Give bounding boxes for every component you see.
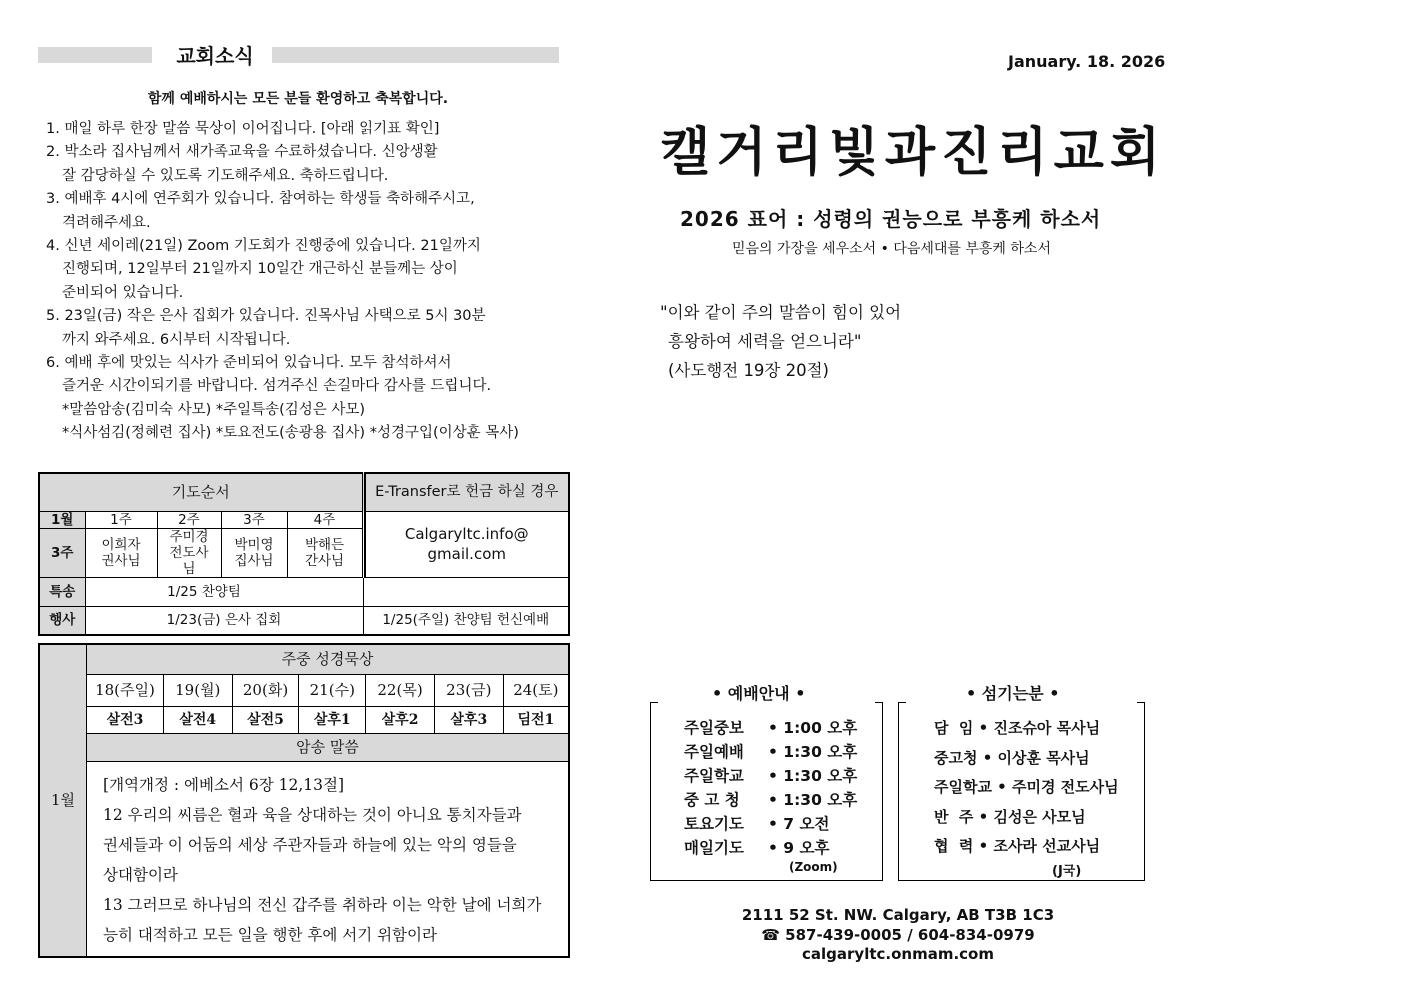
bible-reading: 살후3	[434, 706, 503, 733]
month-cell: 1월	[39, 511, 85, 528]
servant-item: 중고청 • 이상훈 목사님	[934, 748, 1090, 767]
prayer-name-2: 주미경 전도사님	[157, 528, 221, 577]
church-name: 캘거리빛과진리교회	[660, 123, 1167, 183]
news-item-line: 격려해주세요.	[62, 214, 151, 231]
bible-reading: 살후2	[366, 706, 435, 733]
prayer-name-3: 박미영 집사님	[221, 528, 287, 577]
event-label: 행사	[39, 606, 85, 635]
worship-name: 주일학교	[684, 767, 744, 785]
news-item-line: 까지 와주세요. 6시부터 시작됩니다.	[62, 331, 291, 348]
news-item-line: 잘 감당하실 수 있도록 기도해주세요. 축하드립니다.	[62, 167, 389, 184]
bible-day: 24(토)	[503, 674, 569, 706]
worship-name: 중 고 청	[684, 791, 740, 809]
prayer-name-4: 박해든 간사님	[287, 528, 363, 577]
row-label: 3주	[39, 528, 85, 577]
memory-line: 13 그러므로 하나님의 전신 갑주를 취하라 이는 악한 날에 너희가	[103, 895, 542, 914]
worship-time: • 1:30 오후	[768, 791, 858, 809]
verse-reference: (사도행전 19장 20절)	[668, 361, 829, 380]
worship-item	[684, 764, 857, 788]
week-3: 3주	[221, 511, 287, 528]
worship-time: • 9 오후	[768, 839, 830, 857]
news-title: 교회소식	[176, 44, 254, 68]
bible-reading: 살전4	[163, 706, 232, 733]
bible-reading: 살전3	[87, 706, 164, 733]
bible-month: 1월	[39, 644, 87, 957]
week-2: 2주	[157, 511, 221, 528]
worship-name: 주일예배	[684, 743, 744, 761]
worship-title: • 예배안내 •	[706, 681, 811, 704]
worship-time: • 1:00 오후	[768, 719, 858, 737]
year-motto: 2026 표어 : 성령의 권능으로 부흥케 하소서	[680, 207, 1102, 231]
worship-item	[684, 836, 857, 860]
news-item-line: 5. 23일(금) 작은 은사 집회가 있습니다. 진목사님 사택으로 5시 30분	[46, 308, 486, 325]
news-item-line: 4. 신년 세이레(21일) Zoom 기도회가 진행중에 있습니다. 21일까지	[46, 238, 481, 255]
servant-item: 담 임 • 진조슈아 목사님	[934, 719, 1101, 737]
bulletin-date: January. 18. 2026	[1008, 52, 1166, 71]
church-website[interactable]: calgaryltc.onmam.com	[802, 945, 994, 963]
news-item-line: *식사섬김(정혜련 집사) *토요전도(송광용 집사) *성경구입(이상훈 목사)	[62, 425, 519, 442]
servants-title: • 섬기는분 •	[960, 681, 1065, 704]
bible-reading: 살후1	[299, 706, 366, 733]
worship-note: (Zoom)	[789, 860, 838, 874]
special-value: 1/25 찬양팀	[85, 577, 363, 606]
news-item-line: 1. 매일 하루 한장 말씀 묵상이 이어집니다. [아래 읽기표 확인]	[46, 121, 440, 137]
bible-day: 23(금)	[434, 674, 503, 706]
news-item-line: 진행되며, 12일부터 21일까지 10일간 개근하신 분들께는 상이	[62, 261, 458, 278]
worship-time: • 1:30 오후	[768, 743, 858, 761]
bible-reading: 딤전1	[503, 706, 569, 733]
memory-line: 권세들과 이 어둠의 세상 주관자들과 하늘에 있는 악의 영들을	[103, 835, 517, 854]
week-4: 4주	[287, 511, 363, 528]
news-item-line: 2. 박소라 집사님께서 새가족교육을 수료하셨습니다. 신앙생활	[46, 144, 438, 161]
bible-table	[38, 643, 570, 958]
news-item-line: 준비되어 있습니다.	[62, 284, 184, 301]
servant-item: 반 주 • 김성은 사모님	[934, 807, 1086, 826]
memory-line: 상대함이라	[103, 865, 178, 884]
bible-day: 19(월)	[163, 674, 232, 706]
worship-name: 주일중보	[684, 719, 744, 737]
bible-day: 18(주일)	[87, 674, 164, 706]
news-item-line: 3. 예배후 4시에 연주회가 있습니다. 참여하는 학생들 축하해주시고,	[46, 191, 475, 208]
memory-title: 암송 말씀	[87, 733, 569, 761]
news-list	[46, 118, 566, 446]
etransfer-email[interactable]: Calgaryltc.info@ gmail.com	[365, 511, 569, 577]
servants-list	[934, 714, 1119, 862]
servant-item: 협 력 • 조사라 선교사님	[934, 837, 1101, 855]
prayer-name-1: 이희자 권사님	[85, 528, 157, 577]
bible-reading: 살전5	[232, 706, 299, 733]
memory-verse	[87, 761, 569, 957]
servant-item: 주일학교 • 주미경 전도사님	[934, 778, 1119, 796]
servants-note: (J국)	[1052, 864, 1082, 879]
week-1: 1주	[85, 511, 157, 528]
bible-day: 20(화)	[232, 674, 299, 706]
verse-line: "이와 같이 주의 말씀이 힘이 있어	[660, 303, 902, 322]
welcome-message: 함께 예배하시는 모든 분들 환영하고 축복합니다.	[147, 91, 449, 107]
worship-list	[684, 716, 857, 860]
prayer-table	[38, 472, 570, 636]
key-verse	[660, 298, 901, 385]
header-bar-left	[38, 47, 152, 63]
bible-day: 21(수)	[299, 674, 366, 706]
memory-line: 능히 대적하고 모든 일을 행한 후에 서기 위함이라	[103, 925, 437, 944]
event-2: 1/25(주일) 찬양팀 헌신예배	[363, 606, 569, 635]
church-phone: ☎ 587-439-0005 / 604-834-0979	[761, 926, 1035, 944]
memory-line: 12 우리의 씨름은 혈과 육을 상대하는 것이 아니요 통치자들과	[103, 805, 522, 824]
etransfer-header: E-Transfer로 헌금 하실 경우	[365, 473, 569, 511]
prayer-header: 기도순서	[39, 473, 363, 511]
bible-title: 주중 성경묵상	[87, 644, 569, 674]
motto-subtitle: 믿음의 가장을 세우소서 • 다음세대를 부흥케 하소서	[732, 241, 1051, 257]
news-item-line: 즐거운 시간이되기를 바랍니다. 섬겨주신 손길마다 감사를 드립니다.	[62, 378, 492, 395]
news-item-line: *말씀암송(김미숙 사모) *주일특송(김성은 사모)	[62, 401, 366, 418]
worship-name: 매일기도	[684, 839, 744, 857]
worship-item	[684, 788, 857, 812]
worship-name: 토요기도	[684, 815, 744, 833]
memory-line: [개역개정 : 에베소서 6장 12,13절]	[103, 775, 345, 794]
bible-day: 22(목)	[366, 674, 435, 706]
event-1: 1/23(금) 은사 집회	[85, 606, 363, 635]
worship-item	[684, 812, 857, 836]
header-bar-right	[272, 47, 559, 63]
worship-time: • 1:30 오후	[768, 767, 858, 785]
news-item-line: 6. 예배 후에 맛있는 식사가 준비되어 있습니다. 모두 참석하셔서	[46, 355, 452, 372]
worship-time: • 7 오전	[768, 815, 830, 833]
worship-item	[684, 740, 857, 764]
worship-item	[684, 716, 857, 740]
special-label: 특송	[39, 577, 85, 606]
verse-line: 흥왕하여 세력을 얻으니라"	[668, 332, 862, 351]
church-address: 2111 52 St. NW. Calgary, AB T3B 1C3	[741, 906, 1055, 924]
